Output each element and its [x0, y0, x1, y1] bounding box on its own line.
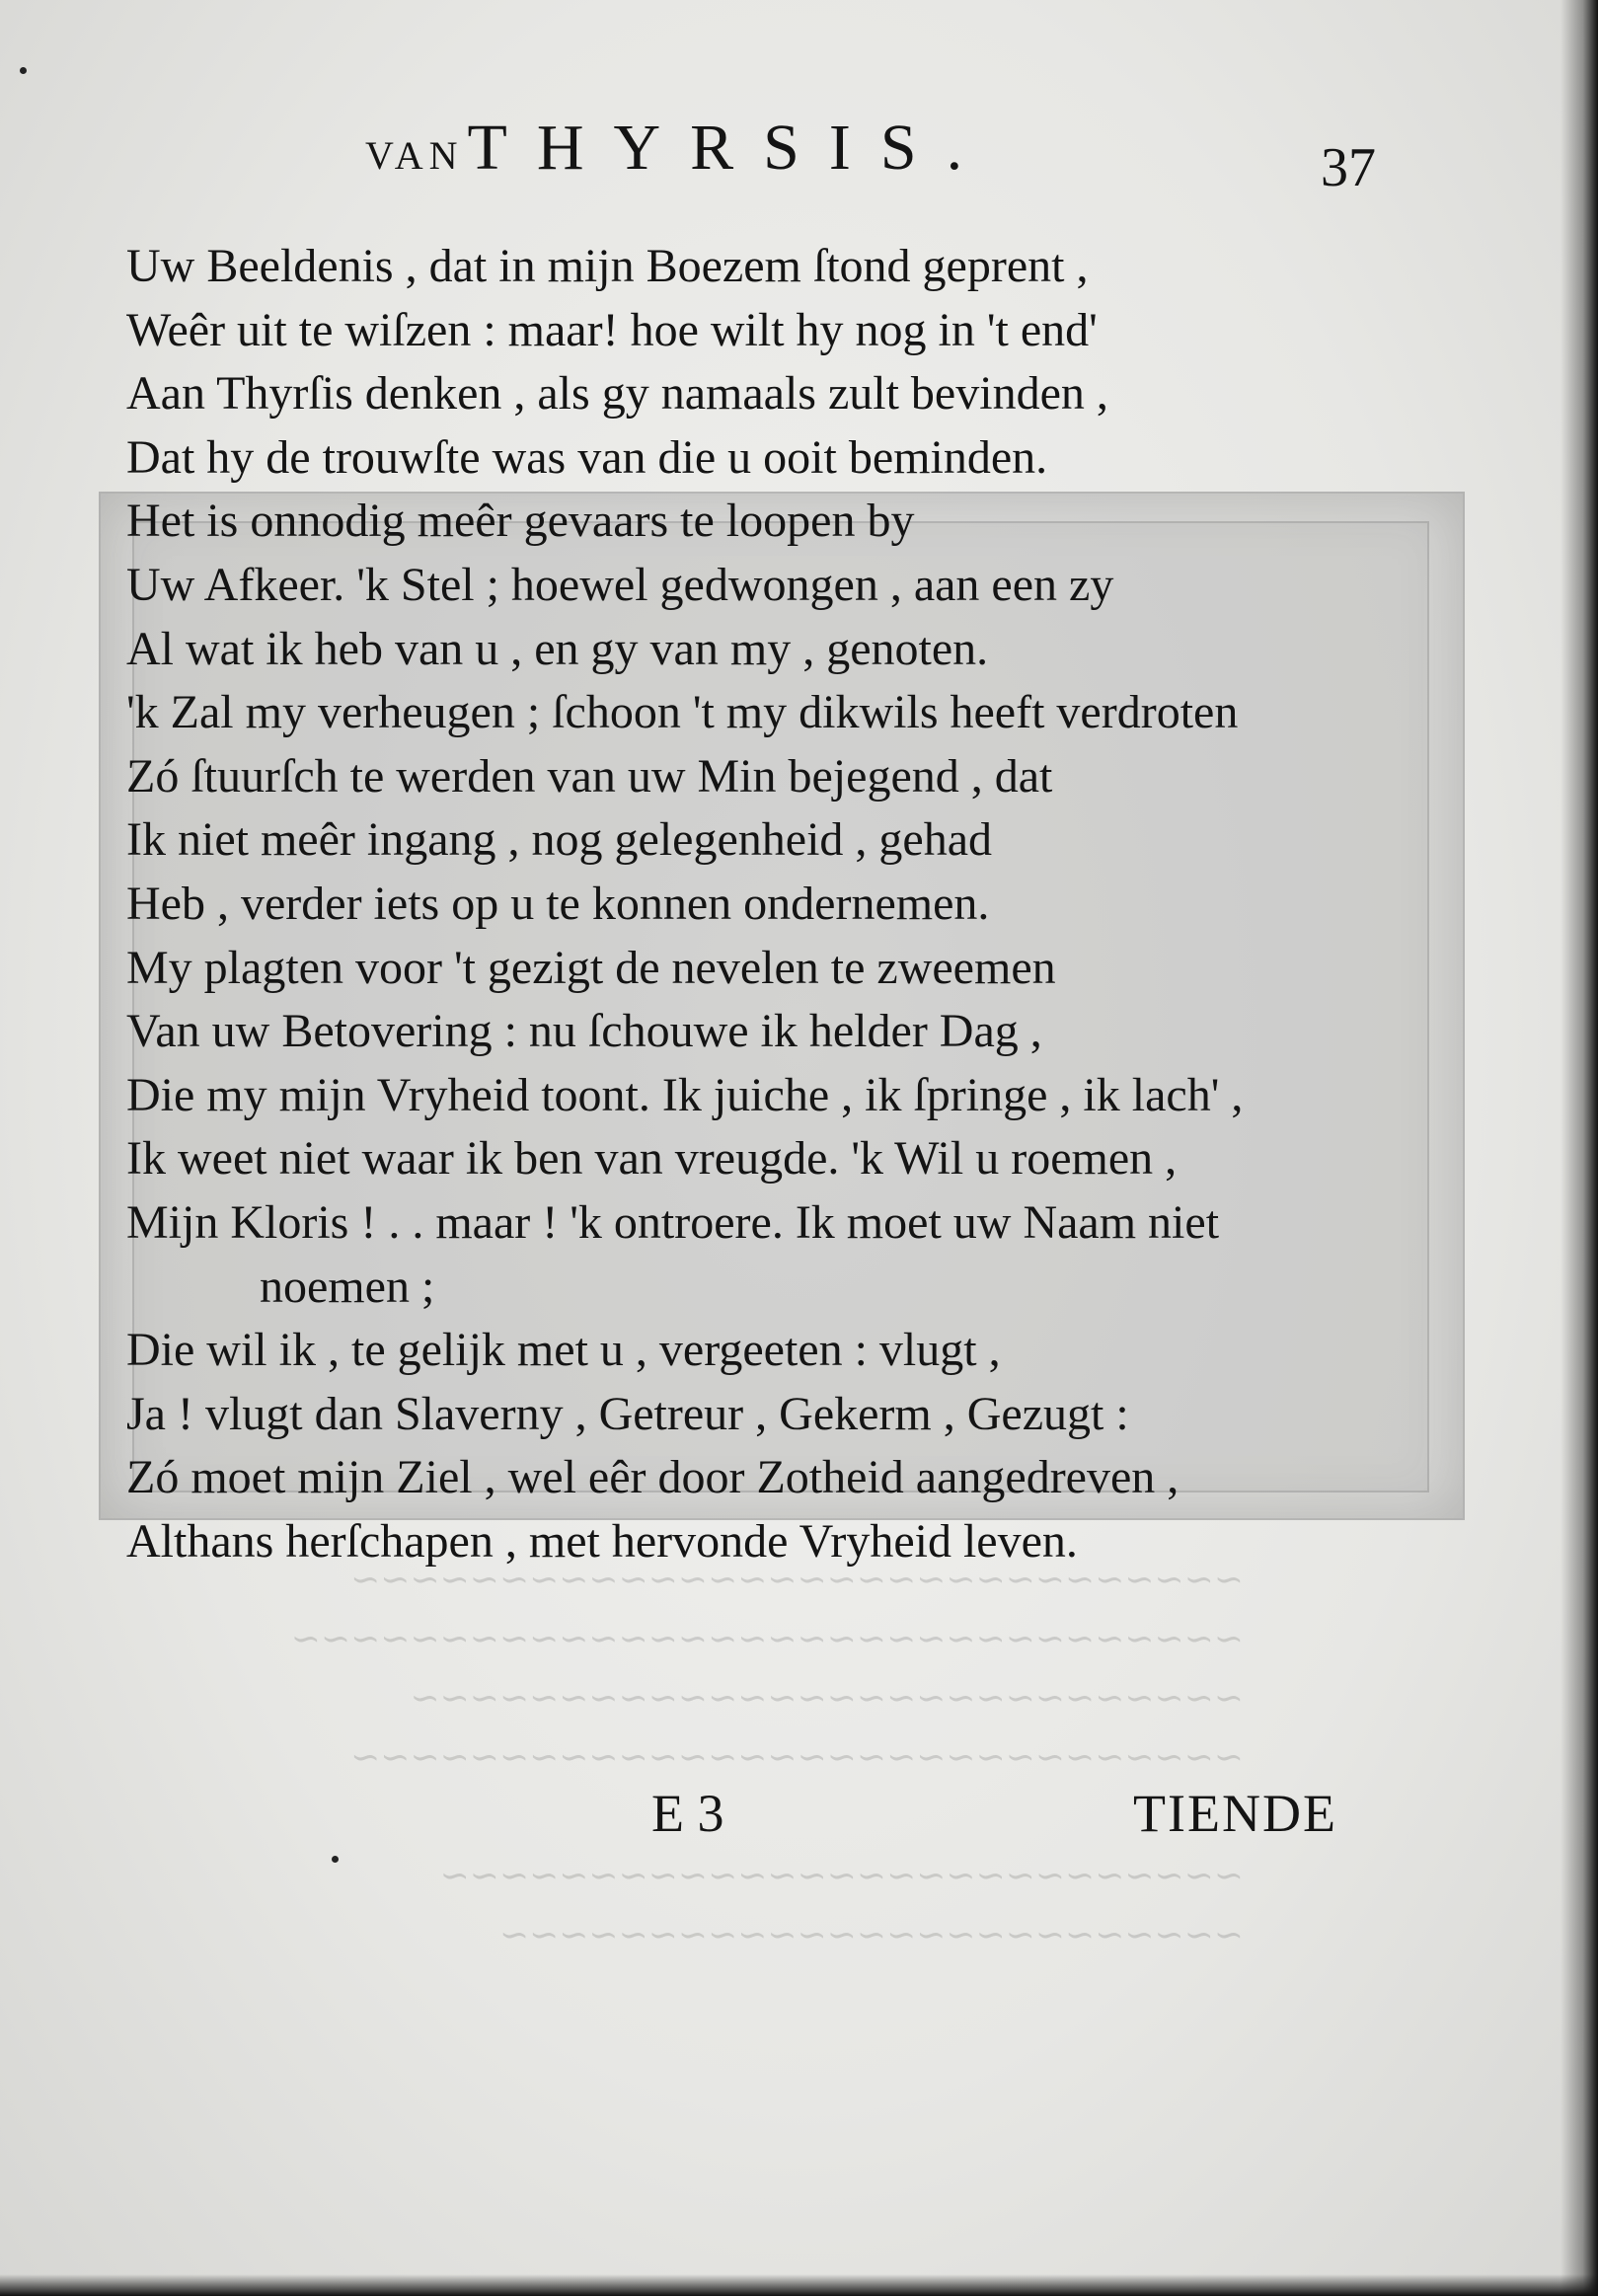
poem-line: 'k Zal my verheugen ; ſchoon 't my dikwils heeft verdroten	[126, 686, 1239, 739]
show-through-text: ~~~~~~~~~~~~~~~~~~~~~~~~~~~	[439, 1856, 1244, 1896]
poem-line: Ik niet meêr ingang , nog gelegenheid , gehad	[126, 813, 993, 867]
poem-line: Ik weet niet waar ik ben van vreugde. 'k Wil u roemen ,	[126, 1132, 1178, 1186]
poem-line-continuation: noemen ;	[260, 1260, 435, 1313]
poem-line: Ja ! vlugt dan Slaverny , Getreur , Gekerm , Gezugt :	[126, 1387, 1129, 1440]
signature-mark: E 3	[651, 1784, 724, 1843]
poem-line: Dat hy de trouwſte was van die u ooit beminden.	[126, 430, 1048, 484]
poem-line: Uw Afkeer. 'k Stel ; hoewel gedwongen , aan een zy	[126, 558, 1114, 611]
show-through-text: ~~~~~~~~~~~~~~~~~~~~~~~~~~~~~~~~	[290, 1619, 1244, 1659]
show-through-text: ~~~~~~~~~~~~~~~~~~~~~~~~~~~~~~	[350, 1737, 1244, 1778]
poem-line: Die my mijn Vryheid toont. Ik juiche , ik ſpringe , ik lach' ,	[126, 1068, 1244, 1121]
header-prefix: VAN	[365, 133, 464, 178]
poem-line: Aan Thyrſis denken , als gy namaals zult bevinden ,	[126, 367, 1108, 421]
show-through-text: ~~~~~~~~~~~~~~~~~~~~~~~~~~~~	[410, 1678, 1244, 1719]
ink-speck	[332, 1856, 339, 1863]
poem-line: Al wat ik heb van u , en gy van my , genoten.	[126, 622, 989, 675]
poem-line: Zó moet mijn Ziel , wel eêr door Zotheid aangedreven ,	[126, 1451, 1179, 1504]
show-through-text: ~~~~~~~~~~~~~~~~~~~~~~~~~~~~~~	[350, 1560, 1244, 1600]
page-number: 37	[1321, 137, 1376, 198]
header-title: THYRSIS.	[467, 112, 993, 184]
poem-line: Heb , verder iets op u te konnen ondernemen.	[126, 877, 990, 930]
page-edge-shadow	[1560, 0, 1598, 2296]
poem-line: Die wil ik , te gelijk met u , vergeeten : vlugt ,	[126, 1324, 1001, 1377]
poem-line: Weêr uit te wiſzen : maar! hoe wilt hy nog in 't end'	[126, 303, 1098, 356]
show-through-text: ~~~~~~~~~~~~~~~~~~~~~~~~~	[498, 1915, 1244, 1955]
poem-line: Zó ſtuurſch te werden van uw Min bejegend , dat	[126, 749, 1053, 803]
poem-text	[126, 235, 1449, 1573]
ink-speck	[20, 67, 27, 74]
poem-line: Mijn Kloris ! . . maar ! 'k ontroere. Ik moet uw Naam niet	[126, 1195, 1220, 1249]
running-header	[365, 111, 992, 186]
poem-line: My plagten voor 't gezigt de nevelen te zweemen	[126, 941, 1056, 994]
poem-line: Althans herſchapen , met hervonde Vryheid leven.	[126, 1514, 1078, 1568]
page-edge-shadow	[0, 2274, 1598, 2296]
poem-line: Van uw Betovering : nu ſchouwe ik helder Dag ,	[126, 1005, 1042, 1058]
catchword: TIENDE	[1133, 1784, 1337, 1843]
poem-line: Uw Beeldenis , dat in mijn Boezem ſtond geprent ,	[126, 240, 1089, 292]
poem-line: Het is onnodig meêr gevaars te loopen by	[126, 495, 915, 548]
